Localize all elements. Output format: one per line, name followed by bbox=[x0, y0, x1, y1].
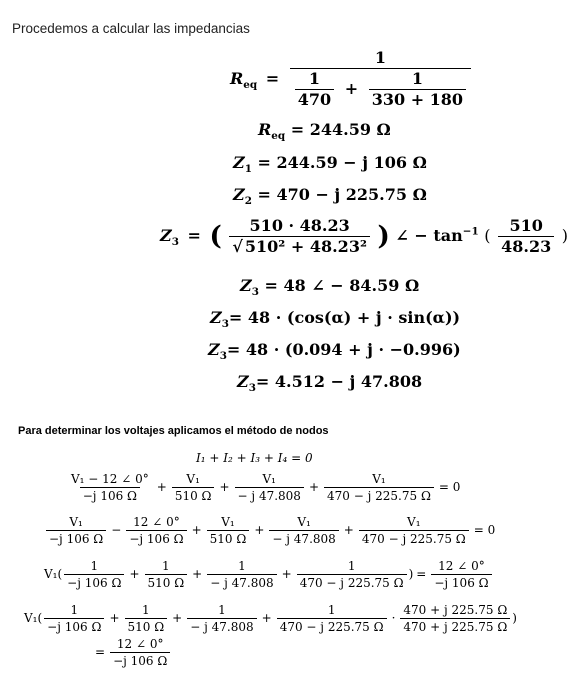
node-equation-1: $\frac{\text{V₁ − 12 ∠ 0°}}{-j 106 \Omega}$ + $\frac{\text{V₁}}{510 \Omega}$ + $\frac{\text{V₁}}{- j 47.808}$ + $\frac{\text{V₁}}{470 - j 225.75 \Omega}$ = 0 bbox=[71, 472, 461, 503]
eq-lhs: $R_{eq}$ bbox=[230, 68, 258, 91]
node-equation-3: V₁( $\frac{1}{-j 106 \Omega}$ + $\frac{1}{510 \Omega}$ + $\frac{1}{- j 47.808}$ + $\frac{1}{470 - j 225.75 \Omega}$ ) = $\frac{12 \angle 0^\circ}{-j 106 \Omega}$ bbox=[44, 560, 494, 589]
equation-req-value: $R_{eq} = 244.59$ Ω bbox=[258, 120, 391, 143]
equation-req-fraction: $R_{eq}$ = 1 $\frac{1}{470}$ + $\frac{1}{330 + 180}$ bbox=[230, 50, 473, 108]
node-equation-4-rhs: = $\frac{12 \angle 0^\circ}{-j 106 \Omega}$ bbox=[92, 638, 172, 667]
equation-kcl: I₁ + I₂ + I₃ + I₄ = 0 bbox=[196, 451, 313, 465]
section-heading: Para determinar los voltajes aplicamos el método de nodos bbox=[18, 425, 329, 437]
equation-z2: $Z_2 = 470 - j$ 225.75 Ω bbox=[233, 185, 427, 208]
intro-text: Procedemos a calcular las impedancias bbox=[12, 21, 250, 36]
equation-z3-trig: $Z_3= 48 \cdot (\cos(\alpha) + j \cdot \sin(\alpha))$ bbox=[210, 308, 461, 331]
node-equation-2: $\frac{\text{V₁}}{-j 106 \Omega}$ − $\frac{12 \angle 0^\circ}{-j 106 \Omega}$ + $\frac{\text{V₁}}{510 \Omega}$ + $\frac{\text{V₁}}{- j 47.808}$ + $\frac{\text{V₁}}{470 - j 225.75 \Omega}$ = 0 bbox=[44, 516, 498, 545]
equation-z3-rectangular: $Z_3= 4.512 - j$ 47.808 bbox=[237, 372, 423, 395]
equation-z3-polar-derivation: $Z_3$ = ( $\frac{510 \cdot 48.23}{\text{√ 510² + 48.23²}}$ ) ∠ − $\tan^{-1}$ ( $\frac{510}{48.23}$ ) bbox=[160, 216, 568, 256]
equation-z3-values: $Z_3= 48 \cdot (0.094 + j \cdot -0.996)$ bbox=[208, 340, 461, 363]
equation-z3-polar: $Z_3 = 48$ ∠ − 84.59 Ω bbox=[240, 276, 420, 299]
main-fraction: 1 $\frac{1}{470}$ + $\frac{1}{330 + 180}$ bbox=[290, 50, 471, 108]
equation-z1: $Z_1 = 244.59 - j$ 106 Ω bbox=[233, 153, 427, 176]
node-equation-4: V₁( $\frac{1}{-j 106 \Omega}$ + $\frac{1}{510 \Omega}$ + $\frac{1}{- j 47.808}$ + $\frac{1}{470 - j 225.75 \Omega}$ · $\frac{470 + j 225.75 \Omega}{470 + j 225.75 \Omega}$ ) bbox=[24, 603, 517, 634]
